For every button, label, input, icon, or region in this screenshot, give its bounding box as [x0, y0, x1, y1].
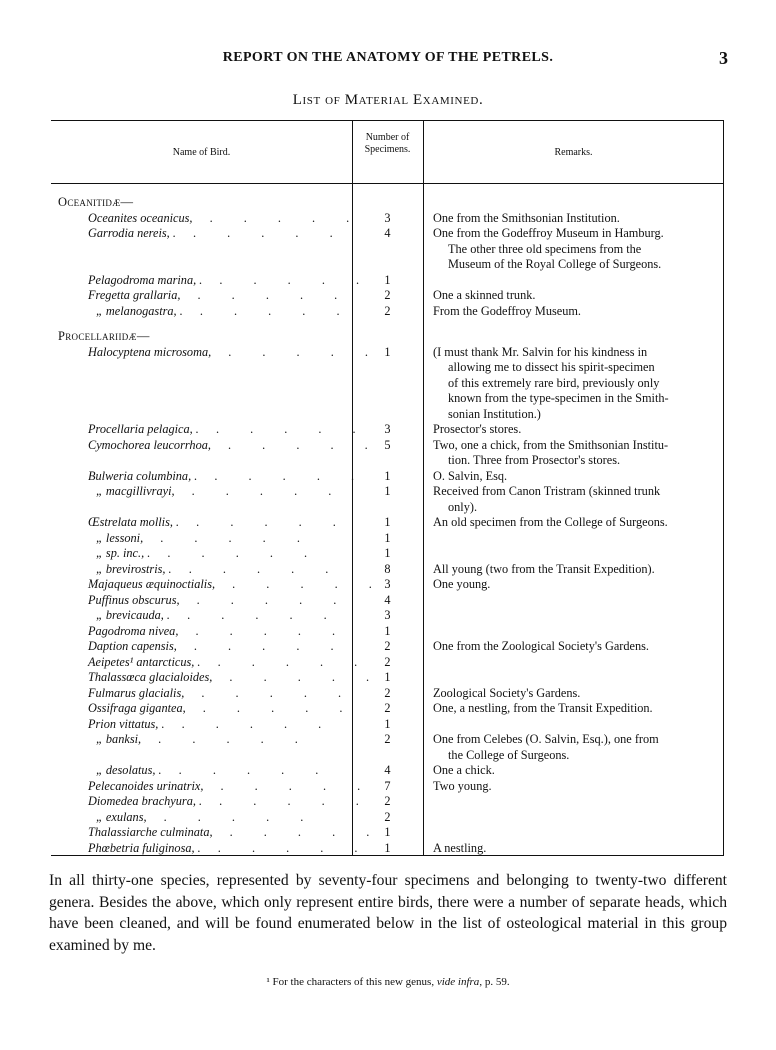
table-row [51, 211, 724, 227]
specimen-count: 1 [384, 716, 391, 731]
leader-dots: . . . . . [202, 794, 373, 808]
remarks-line: tion. Three from Prosector's stores. [448, 453, 621, 467]
specimen-count: 3 [384, 422, 391, 436]
table-row [51, 841, 724, 857]
table-row [51, 469, 724, 485]
specimen-count: 2 [384, 794, 391, 808]
specimen-count: 1 [384, 468, 391, 483]
species-name-text: Oceanites oceanicus, [88, 210, 193, 225]
species-name [96, 810, 358, 826]
specimen-count: 2 [384, 288, 391, 302]
species-name-text: „ melanogastra, . [96, 303, 183, 318]
summary-paragraph: In all thirty-one species, represented by seventy-four specimens and belonging to twenty-two different genera. Besides the above, which only represent entire birds, there were a number of separate heads, which have been cleaned, and will be found enumerated below in the list of osteological material in this group examined by me. [49, 872, 727, 954]
remarks [433, 438, 717, 469]
specimen-count: 2 [384, 303, 391, 318]
species-name-text: Fregetta grallaria, [88, 288, 181, 302]
specimen-count: 4 [384, 763, 391, 777]
leader-dots: . . . . . [200, 654, 372, 669]
species-name [88, 288, 350, 304]
table-row [51, 763, 724, 779]
species-name-text: Phœbetria fuliginosa, . [88, 840, 201, 855]
leader-dots: . . . . . [210, 437, 382, 452]
family-name [58, 329, 320, 345]
leader-dots: . . . . . [179, 592, 351, 607]
table-row [51, 624, 724, 640]
leader-dots: . . . . . [198, 422, 370, 436]
remarks [433, 779, 717, 795]
leader-dots: . . . . . [179, 515, 350, 529]
remarks [433, 211, 717, 227]
specimen-count: 2 [384, 639, 391, 653]
table-row [51, 515, 724, 531]
leader-dots: . . . . . [141, 732, 312, 746]
table-row [51, 226, 724, 273]
remarks [433, 763, 717, 779]
table-row [51, 288, 724, 304]
row-gap [51, 319, 724, 329]
table-row [51, 531, 724, 547]
specimen-count: 1 [384, 670, 391, 684]
footnote-marker: ¹ [266, 976, 270, 988]
specimen-count: 8 [384, 561, 391, 576]
leader-dots: . . . . . [180, 288, 352, 302]
table-row [51, 825, 724, 841]
species-name [88, 840, 372, 857]
table-row [51, 639, 724, 655]
specimen-count: 1 [384, 272, 391, 287]
leader-dots: . . . . . [203, 778, 375, 793]
table-row [51, 546, 724, 562]
species-name-text: „ banksi, [96, 732, 142, 746]
remarks [433, 422, 717, 438]
remarks [433, 288, 717, 304]
species-name-text: Diomedea brachyura, . [88, 794, 203, 808]
remarks-line: A nestling. [433, 840, 487, 855]
species-name-text: Majaqueus æquinoctialis, [88, 577, 216, 591]
species-name-text: Œstrelata mollis, . [88, 515, 180, 529]
specimen-count: 4 [384, 592, 391, 607]
leader-dots: . . . . . [185, 701, 357, 715]
header-rule [51, 183, 723, 184]
remarks-line: One young. [433, 577, 491, 591]
specimen-count: 7 [384, 778, 391, 793]
species-name [88, 210, 364, 227]
footnote-text-before: For the characters of this new genus, [269, 976, 437, 988]
species-name-text: „ brevirostris, . [96, 561, 172, 576]
leader-dots: . . . . . [192, 210, 364, 225]
species-name [88, 422, 370, 438]
species-name-text: „ sp. inc., . [96, 546, 151, 560]
footnote [0, 976, 776, 988]
remarks [433, 577, 717, 593]
family-name [58, 195, 320, 211]
species-name [88, 639, 350, 655]
species-name [88, 515, 350, 531]
leader-dots: . . . . . [150, 546, 322, 560]
remarks-line: One a chick. [433, 763, 495, 777]
remarks-line: One from the Godeffroy Museum in Hamburg. [433, 226, 664, 240]
species-name [88, 701, 357, 717]
species-name [88, 794, 373, 810]
species-name-text: „ lessoni, [96, 530, 144, 545]
specimen-count: 1 [384, 530, 391, 545]
leader-dots: . . . . . [143, 530, 314, 545]
species-name-text: Puffinus obscurus, [88, 592, 180, 607]
species-name [88, 717, 350, 733]
table-row [51, 686, 724, 702]
species-name-text: „ exulans, [96, 809, 147, 824]
leader-dots: . . . . . [176, 639, 348, 653]
remarks-line: allowing me to dissect his spirit-specimen [448, 360, 655, 374]
table-row [51, 717, 724, 733]
specimen-count: 1 [384, 546, 391, 560]
leader-dots: . . . . . [212, 825, 384, 839]
remarks-line: O. Salvin, Esq. [433, 468, 508, 483]
species-name-text: Ossifraga gigantea, [88, 701, 186, 715]
species-name-text: „ brevicauda, . [96, 608, 170, 622]
leader-dots: . . . . . [164, 716, 336, 731]
remarks-line: One from the Zoological Society's Gardens. [433, 639, 649, 653]
species-name [88, 778, 375, 795]
species-name-text: „ desolatus, . [96, 763, 162, 777]
specimen-count: 4 [384, 226, 391, 240]
specimen-count: 1 [384, 825, 391, 839]
species-name-text: Procellariidæ— [58, 329, 150, 343]
table-row [51, 608, 724, 624]
remarks-line: sonian Institution.) [448, 406, 541, 421]
page-header [0, 50, 776, 72]
remarks-line: One, a nestling, from the Transit Expedition. [433, 701, 653, 715]
remarks [433, 304, 717, 320]
species-name-text: Bulweria columbina, . [88, 468, 198, 483]
species-name [88, 670, 384, 686]
table-row [51, 701, 724, 717]
leader-dots: . . . . . [175, 226, 347, 240]
species-name [96, 608, 358, 624]
species-name [96, 562, 358, 578]
species-name-text: Prion vittatus, . [88, 716, 165, 731]
table-row [51, 345, 724, 423]
leader-dots: . . . . . [170, 608, 341, 622]
footnote-text-after: , p. 59. [479, 976, 510, 988]
remarks-line: Prosector's stores. [433, 422, 522, 436]
remarks-line: known from the type-specimen in the Smith- [448, 391, 669, 405]
remarks [433, 345, 717, 423]
remarks [433, 515, 717, 531]
leader-dots: . . . . . [211, 344, 382, 359]
species-name [88, 226, 350, 242]
material-table [51, 120, 724, 856]
leader-dots: . . . . . [161, 763, 333, 777]
table-row [51, 779, 724, 795]
table-row [51, 304, 724, 320]
specimen-count: 1 [384, 484, 391, 498]
remarks [433, 841, 717, 857]
remarks [433, 732, 717, 763]
remarks [433, 469, 717, 485]
remarks [433, 562, 717, 578]
species-name-text: Fulmarus glacialis, [88, 685, 185, 700]
species-name-text: Cymochorea leucorrhoa, [88, 437, 211, 452]
species-name-text: Pagodroma nivea, [88, 623, 179, 638]
table-row [51, 810, 724, 826]
remarks-line: An old specimen from the College of Surgeons. [433, 515, 668, 529]
remarks-line: the College of Surgeons. [448, 747, 570, 762]
table-row [51, 273, 724, 289]
table-title: List of Material Examined. [292, 92, 484, 108]
leader-dots: . . . . . [212, 670, 384, 684]
species-name [96, 304, 358, 320]
species-name [88, 437, 382, 454]
species-name-text: Aeipetes¹ antarcticus, . [88, 654, 201, 669]
remarks [433, 701, 717, 717]
species-name-text: Garrodia nereis, . [88, 226, 176, 240]
species-name [88, 825, 384, 841]
footnote-emphasis: vide infra [436, 976, 480, 988]
species-name [88, 577, 386, 593]
remarks-line: only). [448, 499, 478, 514]
species-name-text: „ macgillivrayi, [96, 484, 175, 498]
remarks [433, 484, 717, 515]
specimen-count: 3 [384, 608, 391, 622]
species-name-text: Thalassiarche culminata, [88, 825, 213, 839]
leader-dots: . . . . . [184, 685, 356, 700]
species-name-text: Oceanitidæ— [58, 195, 134, 209]
column-header-remarks: Remarks. [554, 147, 593, 158]
leader-dots: . . . . . [197, 468, 369, 483]
family-heading-row [51, 329, 724, 345]
species-name-text: Halocyptena microsoma, [88, 344, 212, 359]
species-name [96, 732, 358, 748]
table-row [51, 670, 724, 686]
specimen-count: 5 [384, 437, 391, 452]
species-name-text: Daption capensis, [88, 639, 177, 653]
species-name [88, 593, 350, 609]
species-name-text: Thalassœca glacialoides, [88, 670, 213, 684]
leader-dots: . . . . . [182, 303, 354, 318]
species-name-text: Pelagodroma marina, . [88, 272, 203, 287]
specimen-count: 2 [384, 732, 391, 746]
remarks-line: One a skinned trunk. [433, 288, 536, 302]
table-row [51, 577, 724, 593]
specimen-count: 1 [384, 840, 391, 855]
remarks-line: (I must thank Mr. Salvin for his kindness in [433, 344, 648, 359]
remarks [433, 226, 717, 273]
remarks [433, 639, 717, 655]
species-name [96, 546, 358, 562]
species-name [88, 468, 369, 485]
species-name [88, 344, 382, 361]
specimen-count: 2 [384, 685, 391, 700]
specimen-count: 3 [384, 577, 391, 591]
specimen-count: 1 [384, 344, 391, 359]
remarks-line: Zoological Society's Gardens. [433, 685, 581, 700]
species-name [96, 531, 358, 547]
specimen-count: 3 [384, 210, 391, 225]
remarks-line: Two young. [433, 778, 492, 793]
leader-dots: . . . . . [200, 840, 372, 855]
species-name [96, 484, 358, 500]
table-body [51, 195, 724, 856]
remarks-line: All young (two from the Transit Expedition). [433, 561, 655, 576]
remarks-line: The other three old specimens from the [448, 241, 642, 256]
leader-dots: . . . . . [202, 272, 374, 287]
species-name [96, 763, 358, 779]
specimen-count: 2 [384, 701, 391, 715]
table-row [51, 655, 724, 671]
species-name-text: Procellaria pelagica, . [88, 422, 199, 436]
species-name [88, 272, 374, 289]
leader-dots: . . . . . [215, 577, 386, 591]
column-header-name: Name of Bird. [172, 147, 231, 158]
species-name-text: Pelecanoides urinatrix, [88, 778, 204, 793]
table-row [51, 562, 724, 578]
species-name [88, 654, 372, 671]
column-header-number: Number of Specimens. [364, 132, 411, 155]
remarks [433, 686, 717, 702]
table-row [51, 484, 724, 515]
specimen-count: 2 [384, 654, 391, 669]
leader-dots: . . . . . [171, 561, 343, 576]
running-title: REPORT ON THE ANATOMY OF THE PETRELS. [222, 50, 554, 65]
remarks-line: Received from Canon Tristram (skinned trunk [433, 484, 661, 498]
family-heading-row [51, 195, 724, 211]
table-row [51, 422, 724, 438]
remarks-line: From the Godeffroy Museum. [433, 303, 582, 318]
table-row [51, 438, 724, 469]
table-row [51, 732, 724, 763]
leader-dots: . . . . . [178, 623, 350, 638]
species-name [88, 685, 356, 702]
specimen-count: 2 [384, 809, 391, 824]
specimen-count: 1 [384, 515, 391, 529]
remarks-line: Museum of the Royal College of Surgeons. [448, 257, 662, 271]
remarks-line: of this extremely rare bird, previously only [448, 375, 660, 390]
page-number: 3 [719, 48, 728, 68]
leader-dots: . . . . . [146, 809, 318, 824]
remarks-line: One from Celebes (O. Salvin, Esq.), one from [433, 732, 659, 746]
leader-dots: . . . . . [174, 484, 346, 498]
table-row [51, 593, 724, 609]
table-row [51, 794, 724, 810]
species-name [88, 624, 350, 640]
remarks-line: Two, one a chick, from the Smithsonian Institu- [433, 437, 669, 452]
remarks-line: One from the Smithsonian Institution. [433, 210, 620, 225]
specimen-count: 1 [384, 623, 391, 638]
